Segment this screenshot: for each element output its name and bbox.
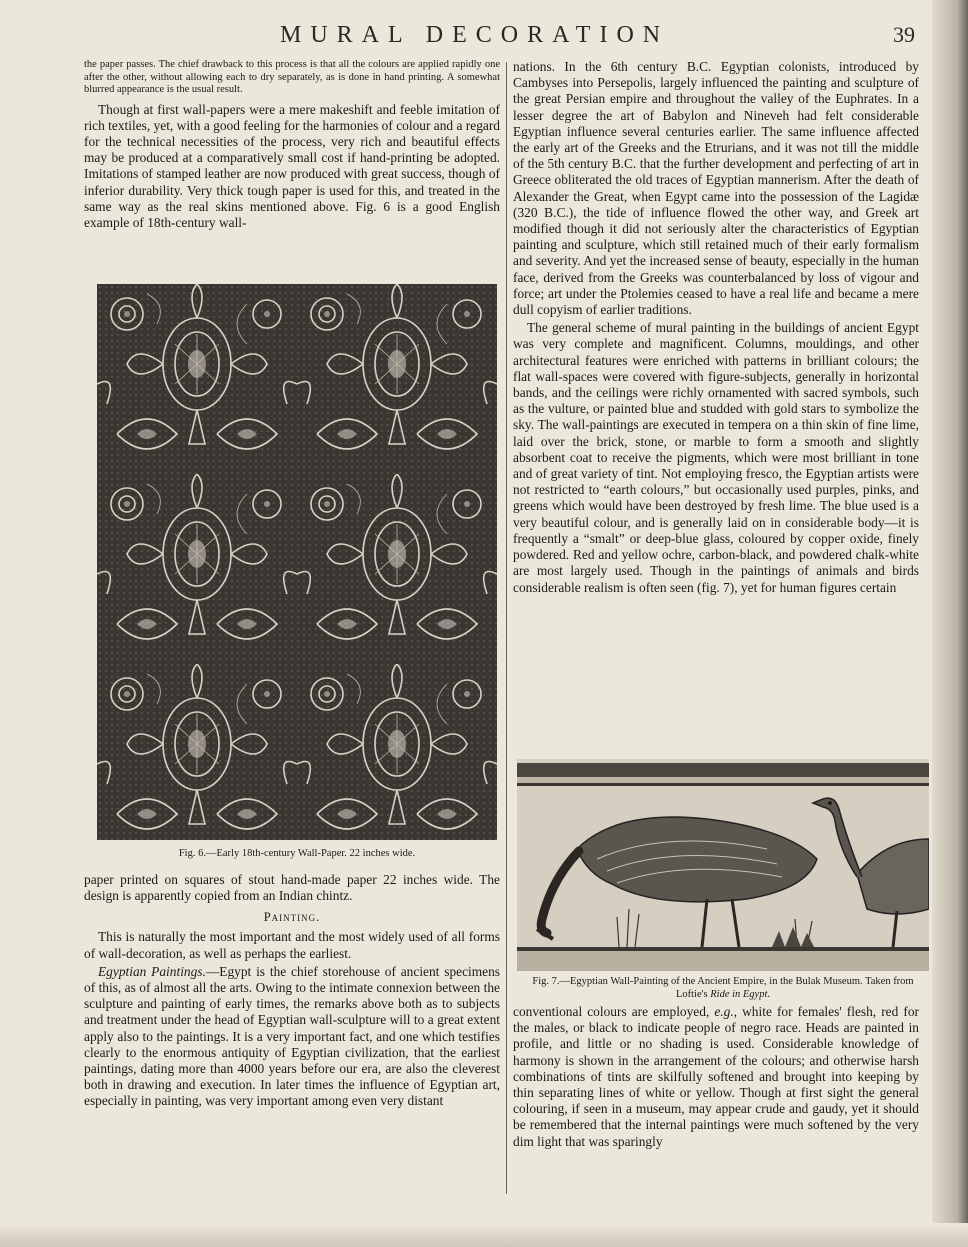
wallpaper-pattern-illustration bbox=[97, 284, 497, 840]
figure-7-caption-end: . bbox=[767, 988, 771, 1000]
conventional-eg: e.g. bbox=[714, 1004, 734, 1019]
figure-7-caption-book-title: Ride in Egypt bbox=[710, 988, 768, 1000]
egyptian-paintings-text: —Egypt is the chief storehouse of ancient specimens of this, as of almost all the arts. Owing to the intimate connexion between the sculpture and painting of early times, the remarks above both as to subjects and treatment under the head of Egyptian wall-sculpture will to a great extent apply also to the paintings. It is a very important fact, and one which testifies clearly to the enormous antiquity of Egyptian civilization, that the earliest paintings, dating more than 4000 years before our era, are also the cleverest both in drawing and execution. In later times the influence of Egyptian art, especially in painting, was very important among even very distant bbox=[84, 963, 501, 1109]
conventional-colours-paragraph bbox=[513, 1004, 919, 1150]
figure-7-caption bbox=[517, 976, 929, 1001]
general-scheme-paragraph: The general scheme of mural painting in the buildings of ancient Egypt was very complete and magnificent. Columns, mouldings, and other architectural features were enriched with patterns in brilliant colours; the flat wall-spaces were covered with figure-subjects, generally in horizontal bands, and the ceilings were richly ornamented with sacred symbols, such as the vulture, or painted blue and studded with gold stars to symbolize the sky. The wall-paintings are executed in tempera on a thin skin of fine lime, laid over the brick, stone, or marble to form a smooth and slightly absorbent coat to receive the pigments, which were most brilliant in tone and of great variety of tint. Not employing fresco, the Egyptian artists were not restricted to “earth colours,” but occasionally used purples, pinks, and greens which would have been destroyed by fresh lime. The blue used is a very beautiful colour, and is generally laid on in considerable body—it is frequently a “smalt” or deep-blue glass, coloured by copper oxide, finely powdered. Red and yellow ochre, carbon-black, and powdered chalk-white are most largely used. Though in the paintings of animals and birds considerable realism is often seen (fig. 7), yet for human figures certain bbox=[513, 320, 919, 595]
egyptian-paintings-heading: Egyptian Paintings. bbox=[98, 963, 206, 979]
wallpaper-continuation: paper printed on squares of stout hand-made paper 22 inches wide. The design is apparently copied from an Indian chintz. bbox=[84, 872, 500, 904]
figure-7-egyptian-painting-image bbox=[517, 759, 929, 971]
conventional-text-a: conventional colours are employed, bbox=[513, 1004, 715, 1019]
figure-7-caption-wrap bbox=[517, 976, 929, 1001]
painting-intro-paragraph: This is naturally the most important and the most widely used of all forms of wall-decoration, as well as perhaps the earliest. bbox=[84, 929, 500, 961]
wallpaper-paragraph: Though at first wall-papers were a mere makeshift and feeble imitation of rich textiles, yet, with a good feeling for the harmonies of colour and a regard for the technical necessities of the process, very rich and beautiful effects may be produced at a comparatively small cost if hand-printing be adopted. Imitations of stamped leather are now produced with great success, though of inferior durability. Very thick tough paper is used for this, and treated in the same way as the real skins mentioned above. Fig. 6 is a good English example of 18th-century wall- bbox=[84, 101, 500, 230]
figure-6-caption-wrap bbox=[97, 848, 497, 861]
egyptian-paintings-paragraph bbox=[84, 964, 500, 1110]
right-column-lower bbox=[513, 1004, 919, 1150]
figure-6-wallpaper-image bbox=[97, 284, 497, 840]
section-heading-painting: Painting. bbox=[263, 910, 321, 925]
left-column-lower bbox=[84, 872, 500, 1110]
conventional-text-b: , white for females' flesh, red for the males, or black to indicate people of negro race. Heads are painted in profile, and little or no shading is used. Considerable knowledge of harmony is shown in the arrangement of the colours; and otherwise harsh combinations of tints are skilfully softened and brought into keeping by thin separating lines of white or yellow. Though at first sight the general colouring, if seen in a museum, may appear crude and gaudy, yet it should be remembered that the internal paintings were much softened by the very dim light that was sparingly bbox=[513, 1004, 919, 1149]
intro-paragraph: the paper passes. The chief drawback to this process is that all the colours are applied rapidly one after the other, without allowing each to dry separately, as is done in hand printing. A somewhat blurred appearance is the usual result. bbox=[84, 59, 500, 95]
running-header: MURAL DECORATION bbox=[280, 22, 670, 48]
geese-illustration bbox=[517, 759, 929, 971]
right-column bbox=[513, 59, 919, 596]
figure-6-caption: Fig. 6.—Early 18th-century Wall-Paper. 22 inches wide. bbox=[178, 848, 416, 859]
nations-paragraph: nations. In the 6th century B.C. Egyptian colonists, introduced by Cambyses into Persepolis, largely influenced the painting and sculpture of the great Persian empire and throughout the valley of the Euphrates. In a lesser degree the art of Babylon and Nineveh had felt considerable Egyptian influence several centuries earlier. The same influence affected the early art of the Greeks and the Etrurians, and it was not till the middle of the 5th century B.C. that the further development and perfecting of art in Greece obliterated the old traces of Egyptian mannerism. After the death of Alexander the Great, when Egypt came into the possession of the Lagidæ (320 B.C.), the tide of influence flowed the other way, and Greek art modified though it did not seriously alter the characteristics of Egyptian painting and sculpture, which still retained much of their early formalism and severity. And yet the increased sense of beauty, especially in the human face, derived from the Greeks was counterbalanced by loss of vigour and force; art under the Ptolemies ceased to have a real life and became a mere dull copyism of earlier traditions. bbox=[513, 59, 919, 318]
page-edge bbox=[932, 0, 968, 1247]
column-divider bbox=[506, 62, 507, 1194]
page-number: 39 bbox=[893, 22, 915, 47]
figure-7-caption-text: Fig. 7.—Egyptian Wall-Painting of the Ancient Empire, in the Bulak Museum. Taken from Loftie's bbox=[532, 976, 914, 1000]
page-bottom-edge bbox=[0, 1223, 968, 1247]
left-column bbox=[84, 59, 500, 231]
